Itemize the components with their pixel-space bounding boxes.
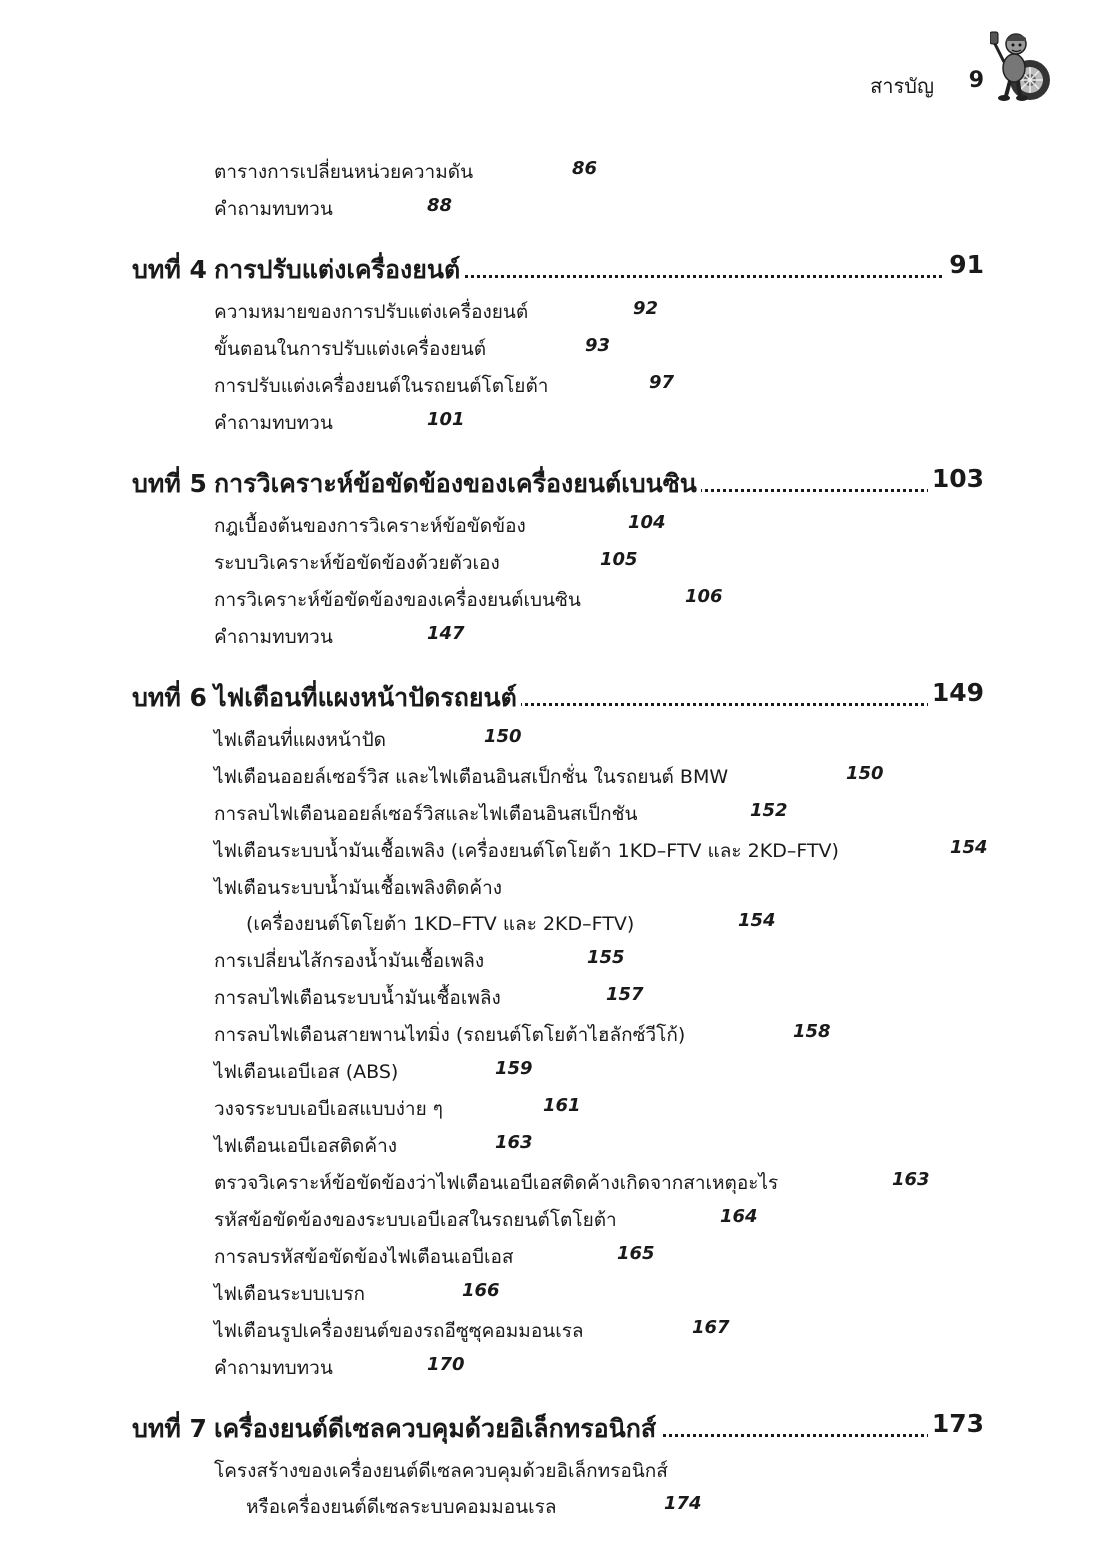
entry-page-number: 159 (495, 1058, 533, 1079)
toc-entry[interactable] (0, 755, 1102, 792)
entry-page-number: 155 (587, 947, 625, 968)
chapter-page-number: 149 (928, 678, 984, 707)
toc-entry[interactable] (0, 1309, 1102, 1346)
entry-title: ไฟเตือนรูปเครื่องยนต์ของรถอีซูซุคอมมอนเรล (214, 1320, 584, 1342)
entry-page-number: 154 (950, 837, 988, 858)
entry-page-number: 163 (495, 1132, 533, 1153)
entry-page-number: 158 (793, 1021, 831, 1042)
toc-entry[interactable] (0, 1050, 1102, 1087)
entry-title: ไฟเตือนเอบีเอสติดค้าง (214, 1135, 398, 1157)
toc-entry[interactable] (0, 187, 1102, 224)
toc-entry[interactable] (0, 327, 1102, 364)
entry-title: ตรวจวิเคราะห์ข้อขัดข้องว่าไฟเตือนเอบีเอสติดค้างเกิดจากสาเหตุอะไร (214, 1172, 779, 1194)
entry-title: ไฟเตือนออยล์เซอร์วิส และไฟเตือนอินสเป็กชั่น ในรถยนต์ BMW (214, 766, 729, 788)
chapter-page-number: 103 (928, 464, 984, 493)
toc-entry[interactable] (0, 1087, 1102, 1124)
entry-page-number: 166 (462, 1280, 500, 1301)
chapter-title: การปรับแต่งเครื่องยนต์ (214, 250, 464, 290)
toc-entry[interactable] (0, 364, 1102, 401)
toc-entry[interactable] (0, 1198, 1102, 1235)
toc-entry[interactable] (0, 1449, 1102, 1485)
entry-page-number: 104 (628, 512, 666, 533)
chapter-title: ไฟเตือนที่แผงหน้าปัดรถยนต์ (214, 678, 521, 718)
entry-page-number: 105 (600, 549, 638, 570)
header-page-number: 9 (968, 68, 984, 93)
entry-title: ความหมายของการปรับแต่งเครื่องยนต์ (214, 301, 529, 323)
toc-entry[interactable] (0, 976, 1102, 1013)
entry-page-number: 92 (633, 298, 659, 319)
entry-page-number: 163 (892, 1169, 930, 1190)
toc-entry[interactable] (0, 1235, 1102, 1272)
toc-entry[interactable] (0, 401, 1102, 438)
entry-page-number: 174 (664, 1493, 702, 1514)
entry-page-number: 164 (720, 1206, 758, 1227)
entry-title: คำถามทบทวน (214, 198, 333, 220)
toc-entry[interactable] (0, 541, 1102, 578)
entry-title: คำถามทบทวน (214, 412, 333, 434)
mechanic-cartoon-icon (990, 28, 1060, 102)
toc-entry[interactable] (0, 150, 1102, 187)
toc-entry[interactable] (0, 1124, 1102, 1161)
entry-title: (เครื่องยนต์โตโยต้า 1KD–FTV และ 2KD–FTV) (246, 913, 635, 935)
entry-page-number: 157 (606, 984, 644, 1005)
chapter-page-number: 173 (928, 1409, 984, 1438)
entry-title: ไฟเตือนระบบน้ำมันเชื้อเพลิง (เครื่องยนต์โตโยต้า 1KD–FTV และ 2KD–FTV) (214, 840, 839, 862)
entry-title: การลบรหัสข้อขัดข้องไฟเตือนเอบีเอส (214, 1246, 514, 1268)
entry-page-number: 161 (543, 1095, 581, 1116)
toc-entry[interactable] (0, 615, 1102, 652)
entry-page-number: 106 (685, 586, 723, 607)
entry-title: ไฟเตือนระบบน้ำมันเชื้อเพลิงติดค้าง (214, 877, 503, 899)
entry-title: การวิเคราะห์ข้อขัดข้องของเครื่องยนต์เบนซิน (214, 589, 581, 611)
page-header (0, 66, 1102, 106)
toc-entry[interactable] (0, 290, 1102, 327)
entry-page-number: 86 (572, 158, 598, 179)
toc-entry[interactable] (0, 902, 1102, 939)
entry-title: การลบไฟเตือนสายพานไทมิ่ง (รถยนต์โตโยต้าไฮลักซ์วีโก้) (214, 1024, 686, 1046)
chapter-number: บทที่ 7 (132, 1414, 207, 1443)
entry-title: คำถามทบทวน (214, 1357, 333, 1379)
entry-title: การเปลี่ยนไส้กรองน้ำมันเชื้อเพลิง (214, 950, 485, 972)
chapter-heading[interactable] (0, 1405, 1102, 1449)
entry-title: ไฟเตือนที่แผงหน้าปัด (214, 729, 387, 751)
toc-entry[interactable] (0, 1485, 1102, 1522)
entry-title: ไฟเตือนระบบเบรก (214, 1283, 366, 1305)
entry-title: โครงสร้างของเครื่องยนต์ดีเซลควบคุมด้วยอิเล็กทรอนิกส์ (214, 1460, 668, 1482)
chapter-number: บทที่ 6 (132, 683, 207, 712)
entry-title: ระบบวิเคราะห์ข้อขัดข้องด้วยตัวเอง (214, 552, 500, 574)
toc-entry[interactable] (0, 829, 1102, 866)
entry-page-number: 101 (427, 409, 465, 430)
chapter-heading[interactable] (0, 674, 1102, 718)
chapter-number: บทที่ 4 (132, 255, 207, 284)
entry-page-number: 170 (427, 1354, 465, 1375)
header-label: สารบัญ (870, 74, 934, 98)
entry-page-number: 150 (846, 763, 884, 784)
toc-entry[interactable] (0, 1161, 1102, 1198)
toc-entry[interactable] (0, 866, 1102, 902)
entry-page-number: 147 (427, 623, 465, 644)
chapter-title: เครื่องยนต์ดีเซลควบคุมด้วยอิเล็กทรอนิกส์ (214, 1409, 660, 1449)
entry-page-number: 93 (585, 335, 611, 356)
toc-entry[interactable] (0, 1346, 1102, 1383)
entry-title: ตารางการเปลี่ยนหน่วยความดัน (214, 161, 474, 183)
entry-page-number: 88 (427, 195, 453, 216)
toc-entry[interactable] (0, 718, 1102, 755)
table-of-contents (0, 150, 1102, 1522)
toc-entry[interactable] (0, 504, 1102, 541)
chapter-heading[interactable] (0, 460, 1102, 504)
entry-title: วงจรระบบเอบีเอสแบบง่าย ๆ (214, 1098, 443, 1120)
entry-title: ขั้นตอนในการปรับแต่งเครื่องยนต์ (214, 338, 487, 360)
entry-page-number: 150 (484, 726, 522, 747)
chapter-number: บทที่ 5 (132, 469, 207, 498)
entry-title: ไฟเตือนเอบีเอส (ABS) (214, 1061, 399, 1083)
toc-entry[interactable] (0, 1013, 1102, 1050)
chapter-heading[interactable] (0, 246, 1102, 290)
toc-entry[interactable] (0, 792, 1102, 829)
entry-title: การปรับแต่งเครื่องยนต์ในรถยนต์โตโยต้า (214, 375, 549, 397)
entry-title: คำถามทบทวน (214, 626, 333, 648)
toc-entry[interactable] (0, 578, 1102, 615)
entry-page-number: 152 (750, 800, 788, 821)
entry-title: รหัสข้อขัดข้องของระบบเอบีเอสในรถยนต์โตโยต้า (214, 1209, 617, 1231)
chapter-title: การวิเคราะห์ข้อขัดข้องของเครื่องยนต์เบนซิน (214, 464, 701, 504)
entry-title: หรือเครื่องยนต์ดีเซลระบบคอมมอนเรล (246, 1496, 557, 1518)
toc-entry[interactable] (0, 939, 1102, 976)
entry-page-number: 154 (738, 910, 776, 931)
entry-title: กฎเบื้องต้นของการวิเคราะห์ข้อขัดข้อง (214, 515, 526, 537)
entry-title: การลบไฟเตือนระบบน้ำมันเชื้อเพลิง (214, 987, 501, 1009)
entry-page-number: 165 (617, 1243, 655, 1264)
entry-page-number: 167 (692, 1317, 730, 1338)
chapter-page-number: 91 (945, 250, 984, 279)
toc-entry[interactable] (0, 1272, 1102, 1309)
entry-title: การลบไฟเตือนออยล์เซอร์วิสและไฟเตือนอินสเป็กชัน (214, 803, 638, 825)
entry-page-number: 97 (649, 372, 675, 393)
